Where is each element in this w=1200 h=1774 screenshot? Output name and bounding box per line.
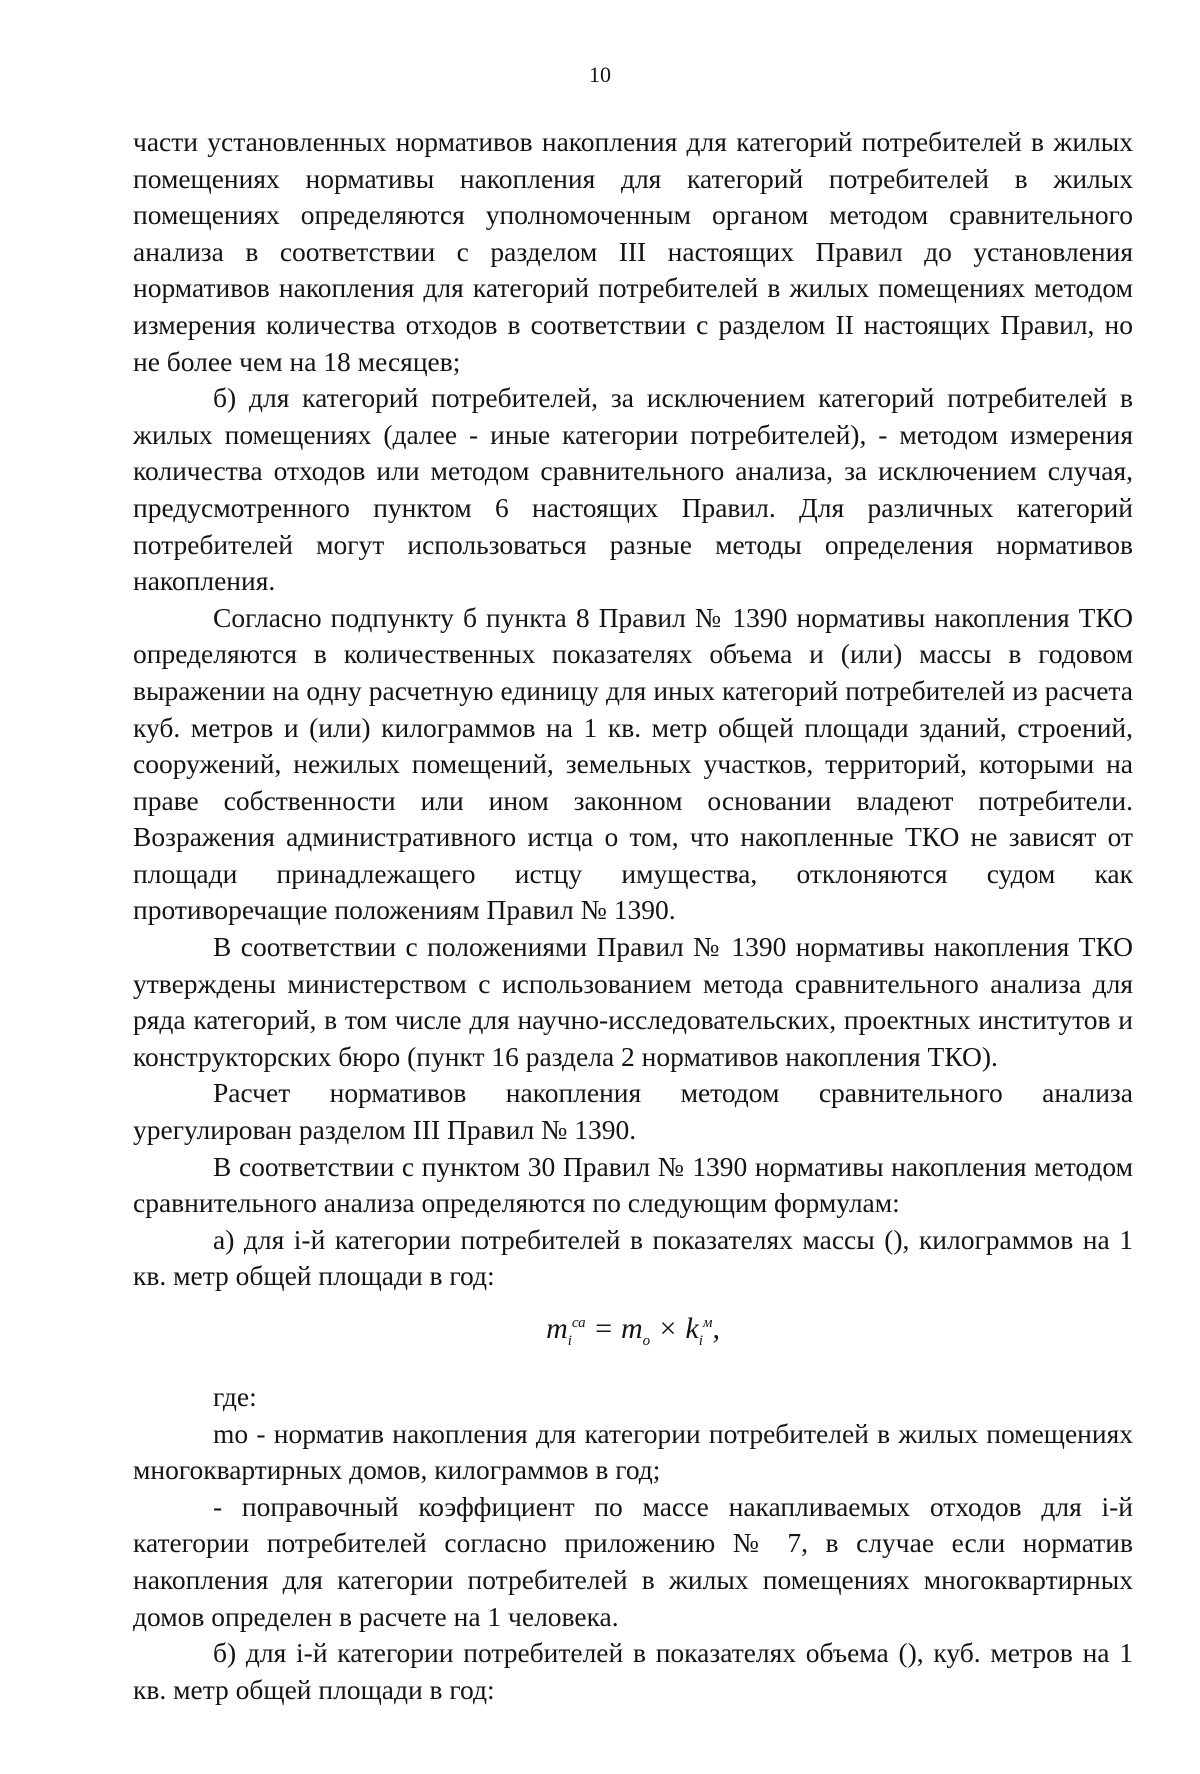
paragraph: а) для i-й категории потребителей в показателях массы (), килограммов на 1 кв. метр общей площади в год: xyxy=(133,1223,1133,1292)
document-body xyxy=(133,124,1133,1708)
paragraph: Согласно подпункту б пункта 8 Правил № 1390 нормативы накопления ТКО определяются в количественных показателях объема и (или) массы в годовом выражении на одну расчетную единицу для иных категорий потребителей из расчета куб. метров и (или) килограммов на 1 кв. метр общей площади зданий, строений, сооружений, нежилых помещений, земельных участков, территорий, которыми на праве собственности или ином законном основании владеют потребители. Возражения административного истца о том, что накопленные ТКО не зависят от площади принадлежащего истцу имущества, отклоняются судом как противоречащие положениям Правил № 1390. xyxy=(133,601,1133,926)
where-label: где: xyxy=(213,1381,257,1412)
page-number: 10 xyxy=(589,62,611,87)
paragraph: б) для i-й категории потребителей в показателях объема (), куб. метров на 1 кв. метр общей площади в год: xyxy=(133,1637,1133,1705)
formula-k-subscript: i xyxy=(698,1333,703,1349)
formula-lhs-subscript: i xyxy=(567,1333,572,1349)
paragraph: В соответствии с пунктом 30 Правил № 1390 нормативы накопления методом сравнительного анализа определяются по следующим формулам: xyxy=(133,1150,1133,1219)
formula-lhs-superscript: са xyxy=(571,1315,586,1331)
paragraph: В соответствии с положениями Правил № 1390 нормативы накопления ТКО утверждены министерством с использованием метода сравнительного анализа для ряда категорий, в том числе для научно-исследовательских, проектных институтов и конструкторских бюро (пункт 16 раздела 2 нормативов накопления ТКО). xyxy=(133,931,1133,1072)
paragraph: Расчет нормативов накопления методом сравнительного анализа урегулирован разделом III Правил № 1390. xyxy=(133,1077,1133,1146)
paragraph: части установленных нормативов накопления для категорий потребителей в жилых помещениях нормативы накопления для категорий потребителей в жилых помещениях определяются уполномоченным органом методом сравнительного анализа в соответствии с разделом III настоящих Правил до установления нормативов накопления для категорий потребителей в жилых помещениях методом измерения количества отходов в соответствии с разделом II настоящих Правил, но не более чем на 18 месяцев; xyxy=(133,126,1133,377)
formula-tail: , xyxy=(712,1312,720,1345)
formula-equals: = xyxy=(585,1312,621,1345)
mass-formula xyxy=(133,1297,1133,1367)
formula-m0-subscript: о xyxy=(642,1333,651,1349)
paragraph: - поправочный коэффициент по массе накапливаемых отходов для i-й категории потребителей согласно приложению № 7, в случае если норматив накопления для категории потребителей в жилых помещениях многоквартирных домов определен в расчете на 1 человека. xyxy=(133,1490,1133,1632)
formula-times: × xyxy=(650,1312,686,1345)
paragraph: б) для категорий потребителей, за исключением категорий потребителей в жилых помещениях (далее - иные категории потребителей), - методом измерения количества отходов или методом сравнительного анализа, за исключением случая, предусмотренного пунктом 6 настоящих Правил. Для различных категорий потребителей могут использоваться разные методы определения нормативов накопления. xyxy=(133,382,1133,597)
paragraph: mo - норматив накопления для категории потребителей в жилых помещениях многоквартирных домов, килограммов в год; xyxy=(133,1417,1133,1486)
formula-k: k xyxy=(685,1312,699,1345)
formula-k-superscript: м xyxy=(702,1315,713,1331)
formula-m0: m xyxy=(620,1312,643,1345)
formula-lhs: m xyxy=(546,1312,568,1345)
